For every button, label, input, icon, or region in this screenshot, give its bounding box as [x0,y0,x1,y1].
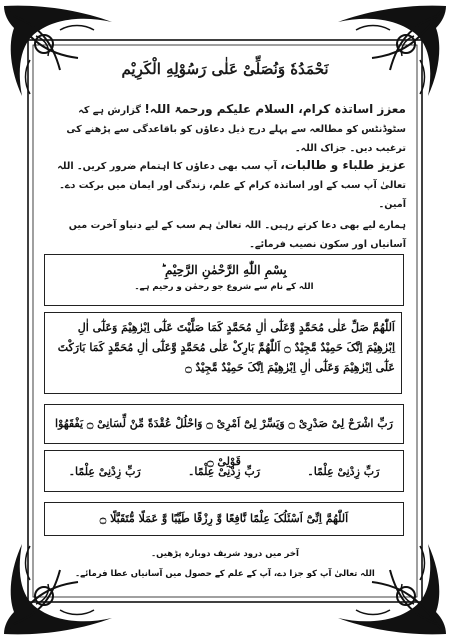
teachers-request: گزارش ہے کہ سٹوڈنٹس کو مطالعہ سے پہلے درج ذیل دعاؤں کو باقاعدگی سے پڑھنے کی ترغیب دیں۔ جزاک اللہ۔ [66,105,406,154]
rabbi-zidni-box [44,450,404,492]
rabbi-zidni-row [45,451,403,491]
teachers-paragraph [44,100,406,158]
dua-sharh-box: رَبِّ اشْرَحْ لِیْ صَدْرِیْ ۝ وَیَسِّرْ لِیْٓ اَمْرِیْ ۝ وَاحْلُلْ عُقْدَةً مِّنْ لِّسَانِیْ ۝ یَفْقَهُوْا قَوْلِیْ ۝ [44,404,404,444]
bismillah-box [44,254,404,306]
students-request: آپ سب بھی دعاؤں کا اہتمام ضرور کریں۔ اللہ تعالیٰ آپ سب کے اور اساتذہ کرام کے علم، زندگی اور ایمان میں برکت دے۔ آمین۔ [57,161,406,210]
teachers-greeting: معزز اساتذہ کرام، السلام علیکم ورحمۃ اللہ! [144,102,406,116]
page-heading: نَحْمَدُهٗ وَنُصَلِّیْ عَلٰی رَسُوْلِهِ الْکَرِیْم [121,60,329,78]
bismillah-text: بِسْمِ اللّٰهِ الرَّحْمٰنِ الرَّحِیْمِ ؕ [161,263,287,277]
rabbi-zidni-3: رَبِّ زِدْنِیْ عِلْمًا۔ [68,464,141,478]
darood-box: اَللّٰهُمَّ صَلِّ عَلٰی مُحَمَّدٍ وَّعَلٰٓی اٰلِ مُحَمَّدٍ کَمَا صَلَّیْتَ عَلٰٓی اِبْرٰهِیْمَ وَعَلٰٓی اٰلِ اِبْرٰهِیْمَ اِنَّکَ حَمِیْدٌ مَّجِیْدٌ ۝ اَللّٰهُمَّ بَارِکْ عَلٰی مُحَمَّدٍ وَّعَلٰٓی اٰلِ مُحَمَّدٍ کَمَا بَارَکْتَ عَلٰٓی اِبْرٰهِیْمَ وَعَلٰٓی اٰلِ اِبْرٰهِیْمَ اِنَّکَ حَمِیْدٌ مَّجِیْدٌ ۝ [44,312,402,394]
bismillah-translation: اللہ کے نام سے شروع جو رحمٰن و رحیم ہے۔ [134,282,314,292]
footer-note-1: آخر میں درود شریف دوبارہ پڑھیں۔ [151,549,299,559]
rabbi-zidni-2: رَبِّ زِدْنِیْ عِلْمًا۔ [187,464,261,478]
rabbi-zidni-1: رَبِّ زِدْنِیْ عِلْمًا۔ [307,464,380,478]
students-paragraph [44,156,406,214]
dua-ilm-box: اَللّٰهُمَّ اِنِّیْٓ اَسْئَلُکَ عِلْمًا نَّافِعًا وَّ رِزْقًا طَیِّبًا وَّ عَمَلًا مُّتَقَبَّلًا ۝ [44,502,404,536]
students-greeting: عزیز طلباء و طالبات، [280,158,406,172]
footer-note-2: اللہ تعالیٰ آپ کو جزا دے، آپ کے علم کے حصول میں آسانیاں عطا فرمائے۔ [75,569,375,579]
closing-paragraph: ہمارے لیے بھی دعا کرتے رہیں۔ اللہ تعالیٰ ہم سب کے لیے دنیاو آخرت میں آسانیاں اور سکون نصیب فرمائے۔ [68,220,406,250]
content-area [44,56,406,596]
